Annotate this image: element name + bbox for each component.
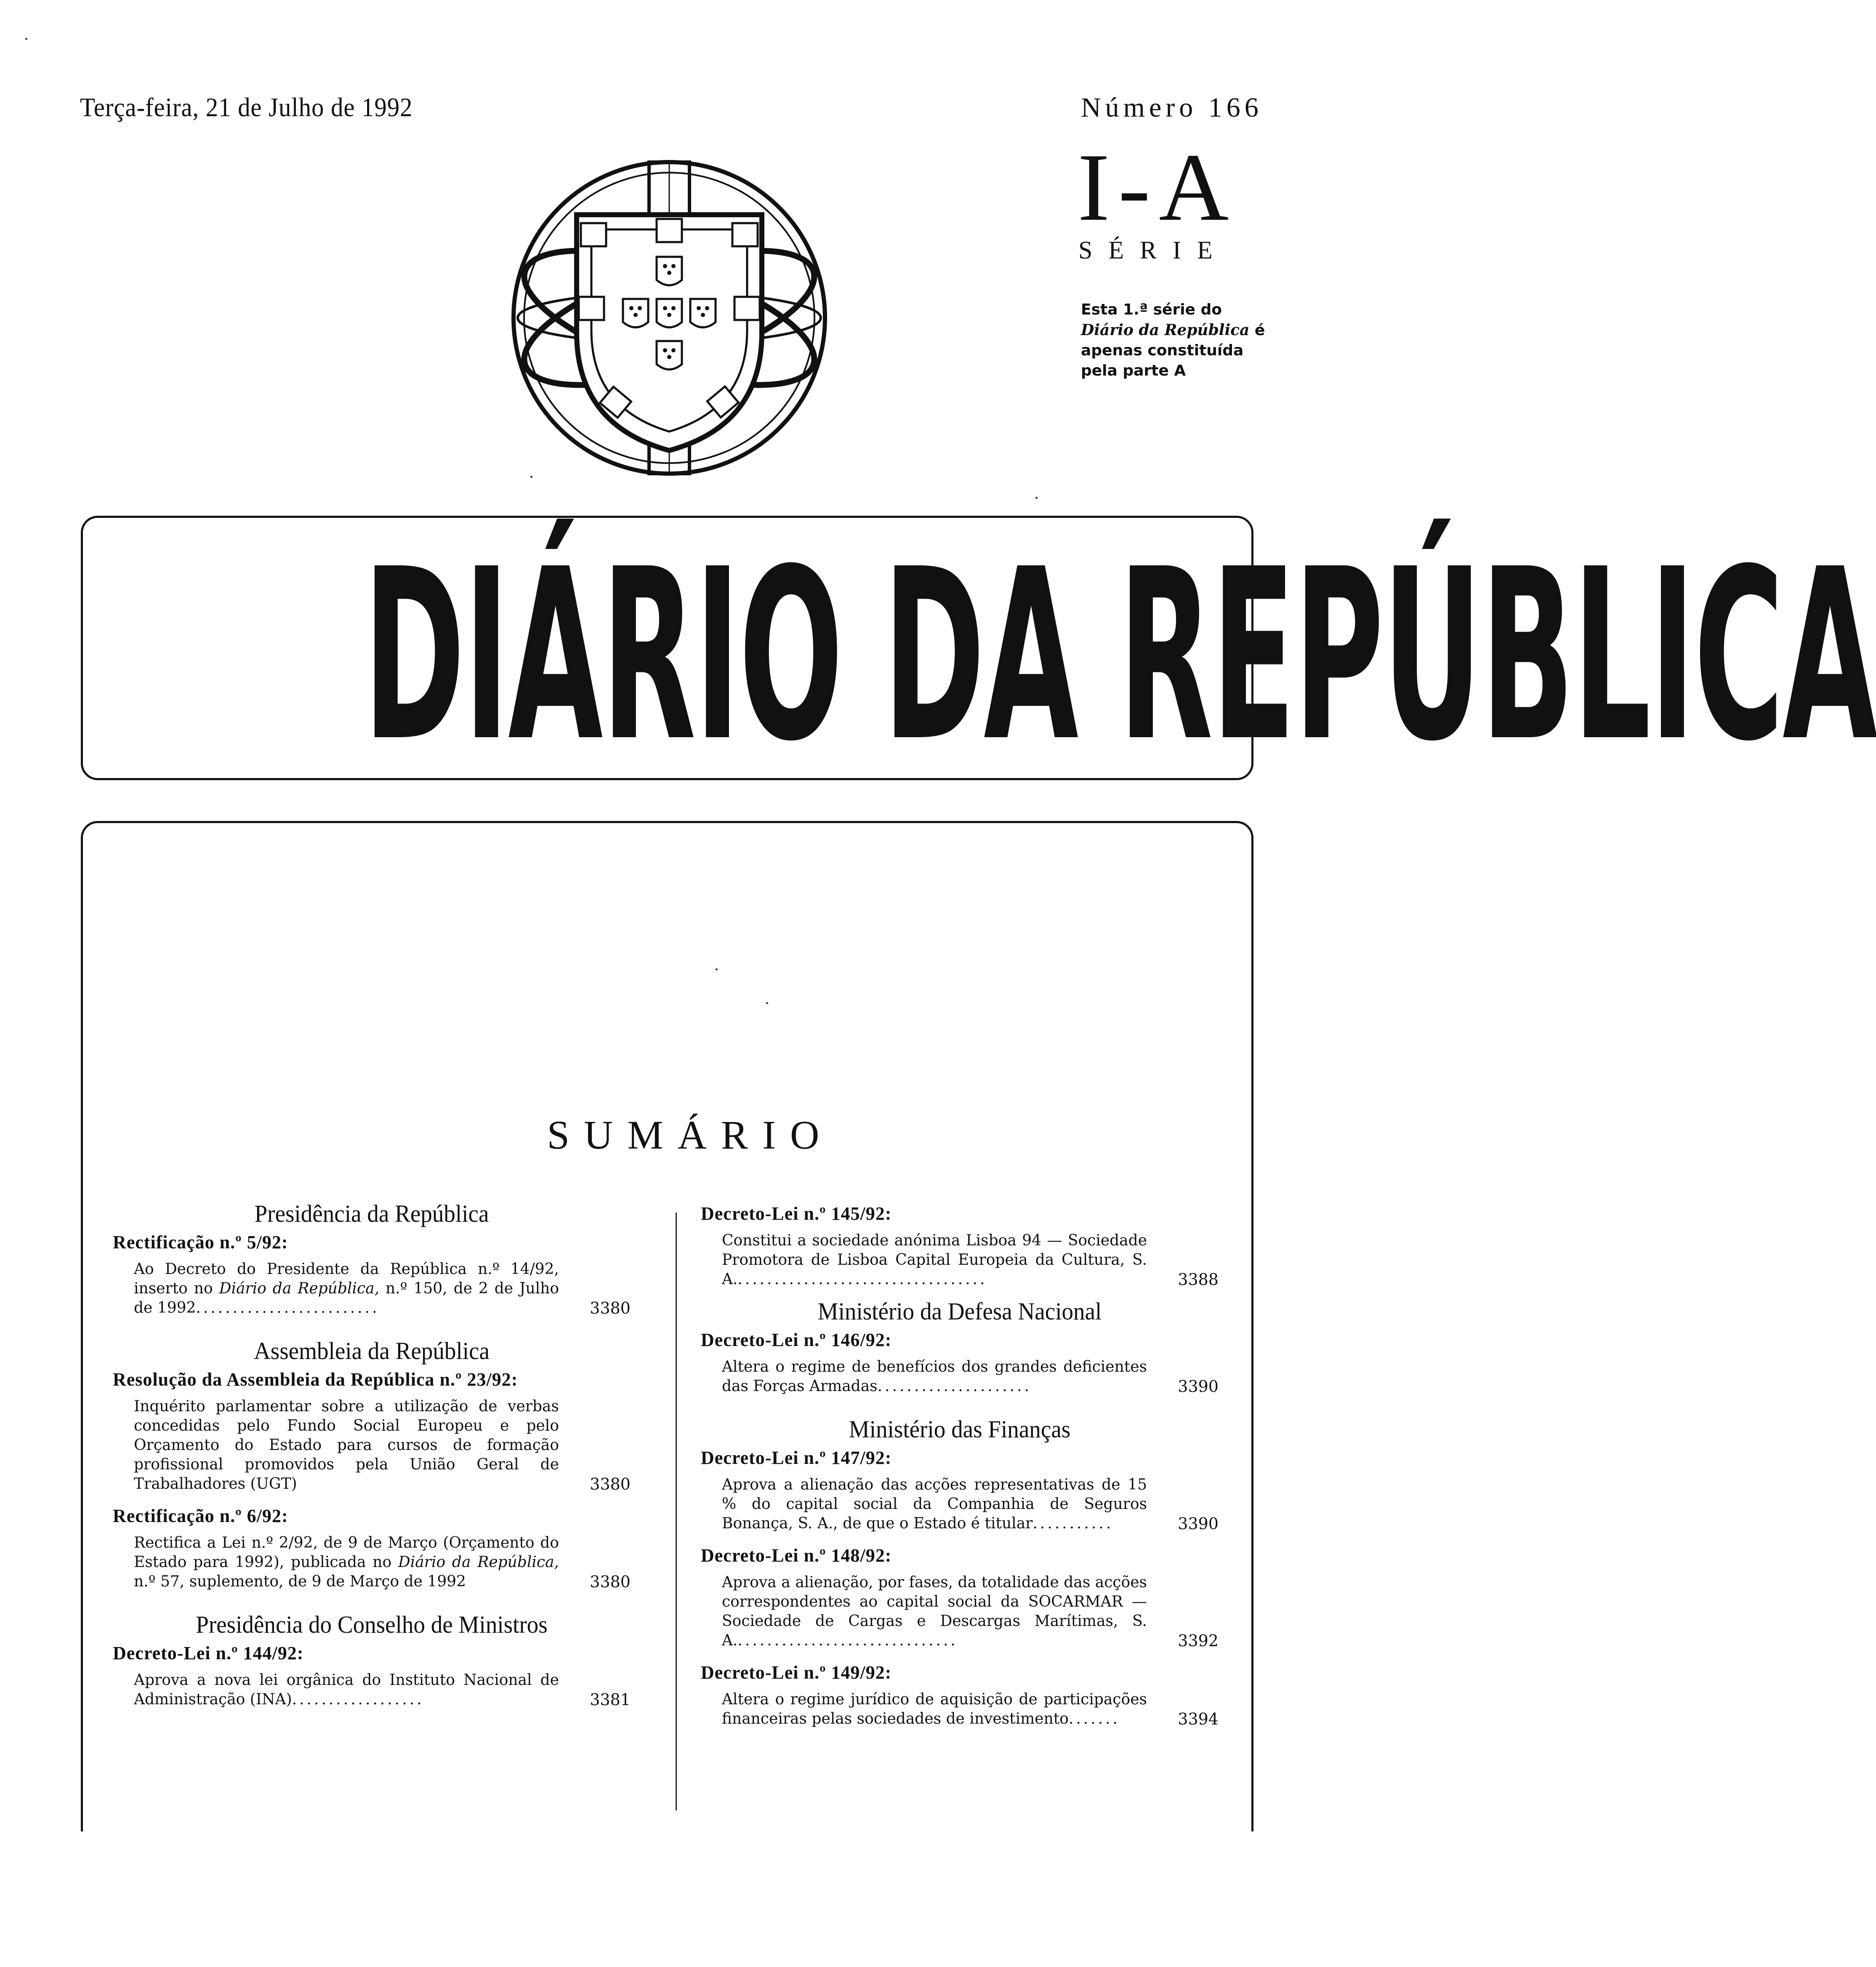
entry-text [134,1671,631,1709]
section-heading: Presidência da República [254,1200,489,1227]
leader-dots: .................................. [737,1271,987,1288]
masthead-title: DIÁRIO DA REPÚBLICA [363,519,1876,793]
entry-text-part: Constitui a sociedade anónima Lisboa 94 — Sociedade Promotora de Lisboa Capital Europeia da Cultura, S. A. [722,1232,1147,1288]
entry-text [134,1397,631,1494]
issue-number: Número 166 [1081,92,1263,123]
entry-text [134,1260,631,1318]
entry-heading: Decreto-Lei n.º 146/92: [701,1330,892,1350]
page-number: 3394 [1178,1710,1219,1728]
entry-heading: Rectificação n.º 6/92: [113,1506,288,1526]
entry-text-part: n.º 150, de 2 de Julho de 1992 [134,1280,559,1317]
entry-text [722,1231,1219,1289]
entry-text-part: Ao Decreto do Presidente da República n.º 14/92, inserto no [134,1261,559,1297]
page-number: 3390 [1178,1377,1219,1396]
page-number: 3380 [590,1573,631,1591]
page-number: 3392 [1178,1631,1219,1650]
summary-right-column [701,1204,1219,1741]
entry-heading: Decreto-Lei n.º 149/92: [701,1662,892,1683]
entry-heading: Rectificação n.º 5/92: [113,1232,288,1253]
leader-dots: ......................... [196,1299,380,1317]
scan-speck [766,1002,768,1004]
entry-text [134,1533,631,1591]
summary-left-column [113,1200,631,1722]
series-note [1081,300,1275,381]
entry-heading: Resolução da Assembleia da República n.º 23/92: [113,1369,518,1390]
entry-text-part: Aprova a alienação das acções representativas de 15 % do capital social da Companhia de Seguros Bonança, S. A., de que o Estado é titular [722,1476,1147,1532]
scan-speck [1035,497,1038,499]
page-number: 3380 [590,1475,631,1493]
entry-text-part: Aprova a nova lei orgânica do Instituto Nacional de Administração (INA) [134,1671,559,1708]
publication-date: Terça-feira, 21 de Julho de 1992 [80,92,413,122]
masthead-frame [81,516,1876,793]
column-divider [676,1213,677,1810]
page-number: 3390 [1178,1514,1219,1533]
entry-text-italic: Diário da República, [219,1280,380,1297]
entry-text [722,1690,1219,1729]
leader-dots: .............................. [737,1632,958,1649]
leader-dots: ..................... [877,1378,1032,1395]
entry-text-part: n.º 57, suplemento, de 9 de Março de 1992 [134,1573,466,1590]
leader-dots: ....... [1068,1710,1120,1727]
series-note-journal: Diário da República [1081,321,1250,339]
entry-text [722,1357,1219,1396]
entry-heading: Decreto-Lei n.º 145/92: [701,1203,892,1224]
entry-text-part: Aprova a alienação, por fases, da totalidade das acções correspondentes ao capital social da SOCARMAR — Sociedade de Cargas e Descargas Marítimas, S. A. [722,1574,1147,1649]
entry-text-part: Altera o regime de benefícios dos grandes deficientes das Forças Armadas [722,1358,1147,1395]
portuguese-coat-of-arms-icon [497,156,842,480]
entry-heading: Decreto-Lei n.º 148/92: [701,1545,892,1566]
section-heading: Ministério das Finanças [849,1415,1071,1443]
series-note-part-a: Esta 1.ª série do [1081,301,1222,318]
entry-text-part: Inquérito parlamentar sobre a utilização de verbas concedidas pelo Fundo Social Europeu e pelo Orçamento do Estado para cursos de formação profissional promovidos pela União Geral de Trabalhadores (UGT) [134,1398,559,1493]
entry-text-part: Altera o regime jurídico de aquisição de participações financeiras pelas sociedades de investimento [722,1691,1147,1727]
entry-text [722,1573,1219,1650]
scan-speck [530,476,532,478]
section-heading: Presidência do Conselho de Ministros [196,1611,548,1638]
entry-heading: Decreto-Lei n.º 147/92: [701,1447,892,1468]
entry-heading: Decreto-Lei n.º 144/92: [113,1643,304,1663]
entry-text [722,1475,1219,1533]
series-label: SÉRIE [1078,236,1229,264]
entry-text-italic: Diário da República, [398,1554,559,1571]
page-number: 3388 [1178,1270,1219,1289]
section-heading: Ministério da Defesa Nacional [817,1298,1102,1325]
section-heading: Assembleia da República [253,1337,490,1365]
series-code: I-A [1078,133,1237,241]
page-number: 3380 [590,1299,631,1317]
scan-speck [25,38,27,40]
leader-dots: ........... [1032,1515,1114,1532]
entry-text-part: Rectifica a Lei n.º 2/92, de 9 de Março (Orçamento do Estado para 1992), publicada no [134,1534,559,1571]
leader-dots: .................. [292,1691,424,1708]
summary-title: SUMÁRIO [547,1112,834,1157]
series-note-part-c: é apenas constituída pela parte A [1081,322,1265,379]
scan-speck [716,968,718,970]
page-number: 3381 [590,1690,631,1709]
